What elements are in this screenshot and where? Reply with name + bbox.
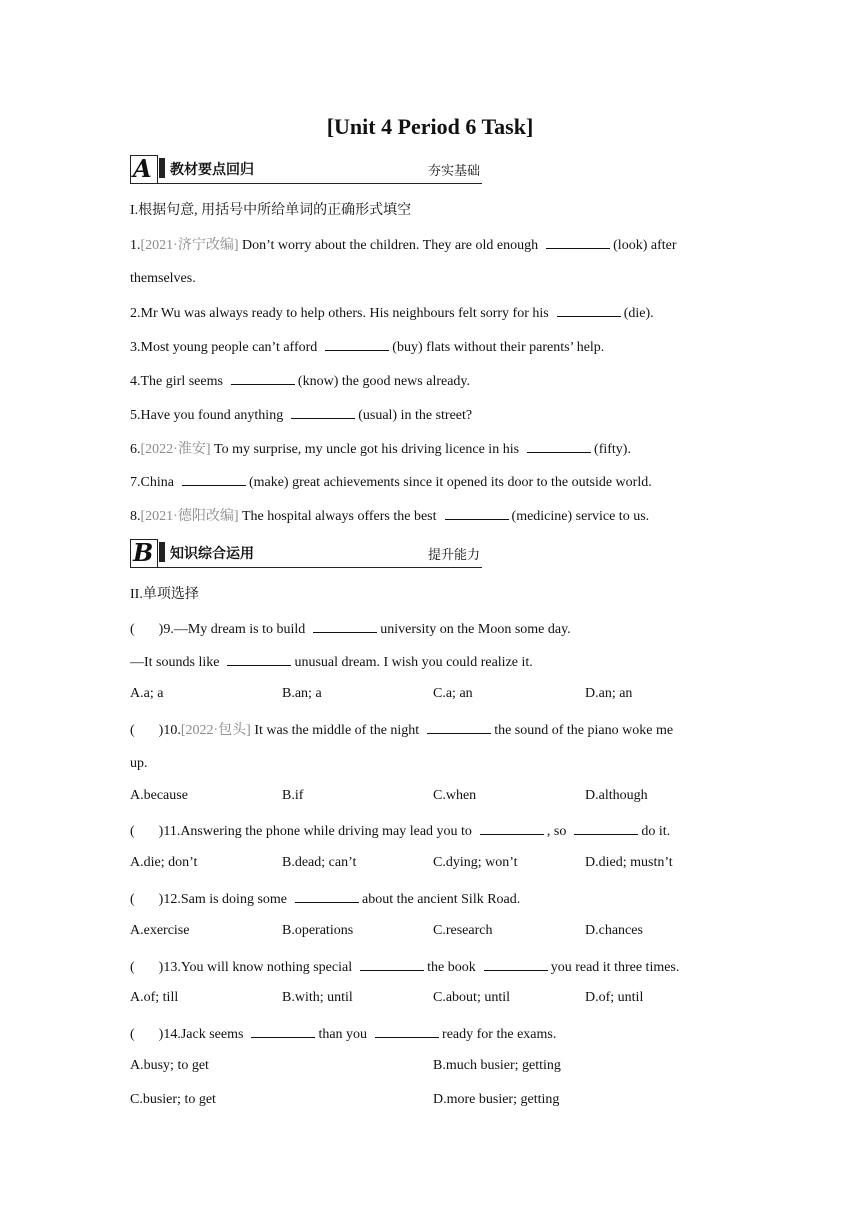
option-c[interactable]: C.a; an <box>433 686 473 701</box>
option-d[interactable]: D.although <box>585 788 648 803</box>
banner-stripe <box>159 158 165 178</box>
option-c[interactable]: C.when <box>433 788 477 803</box>
option-b[interactable]: B.operations <box>282 923 354 938</box>
part2-instruction: II.单项选择 <box>130 587 199 602</box>
section-a-tag: 夯实基础 <box>427 164 480 179</box>
question-14-options-row1 <box>0 1058 860 1078</box>
question-13-options <box>0 990 860 1010</box>
source-tag: [2022·包头] <box>180 723 251 738</box>
page-title: [Unit 4 Period 6 Task] <box>326 114 534 139</box>
option-c[interactable]: C.about; until <box>433 990 510 1005</box>
source-tag: [2021·济宁改编] <box>140 238 239 253</box>
option-b[interactable]: B.much busier; getting <box>433 1058 561 1073</box>
section-a-badge <box>130 155 158 183</box>
section-a-name: 教材要点回归 <box>170 162 254 178</box>
answer-blank[interactable] <box>182 472 246 486</box>
question-13: ( )13.You will know nothing special the book you read it three times. <box>130 957 679 978</box>
answer-blank[interactable] <box>557 303 621 317</box>
option-d[interactable]: D.an; an <box>585 686 633 701</box>
answer-blank[interactable] <box>484 957 548 971</box>
question-11-options <box>0 855 860 875</box>
section-b-name: 知识综合运用 <box>170 546 254 562</box>
source-tag: [2021·德阳改编] <box>140 509 239 524</box>
question-9-line2: —It sounds like unusual dream. I wish you could realize it. <box>130 652 533 673</box>
answer-blank[interactable] <box>445 506 509 520</box>
question-7: 7.China (make) great achievements since it opened its door to the outside world. <box>130 472 652 493</box>
question-8: 8.[2021·德阳改编] The hospital always offers the best (medicine) service to us. <box>130 506 649 527</box>
part1-instruction: I.根据句意, 用括号中所给单词的正确形式填空 <box>130 203 412 218</box>
question-14: ( )14.Jack seems than you ready for the exams. <box>130 1024 556 1045</box>
question-3: 3.Most young people can’t afford (buy) flats without their parents’ help. <box>130 337 604 358</box>
option-c[interactable]: C.busier; to get <box>130 1092 216 1107</box>
question-12: ( )12.Sam is doing some about the ancient Silk Road. <box>130 889 520 910</box>
section-a-banner <box>130 155 482 184</box>
answer-blank[interactable] <box>360 957 424 971</box>
question-1-cont: themselves. <box>130 271 196 286</box>
option-d[interactable]: D.more busier; getting <box>433 1092 560 1107</box>
answer-blank[interactable] <box>313 619 377 633</box>
option-d[interactable]: D.died; mustn’t <box>585 855 673 870</box>
option-c[interactable]: C.dying; won’t <box>433 855 518 870</box>
question-1: 1.[2021·济宁改编] Don’t worry about the children. They are old enough (look) after <box>130 235 730 256</box>
question-2: 2.Mr Wu was always ready to help others. His neighbours felt sorry for his (die). <box>130 303 654 324</box>
question-14-options-row2 <box>0 1092 860 1112</box>
answer-blank[interactable] <box>527 439 591 453</box>
option-a[interactable]: A.exercise <box>130 923 190 938</box>
answer-blank[interactable] <box>480 821 544 835</box>
question-12-options <box>0 923 860 943</box>
answer-blank[interactable] <box>291 405 355 419</box>
section-b-badge <box>130 539 158 567</box>
answer-blank[interactable] <box>375 1024 439 1038</box>
option-a[interactable]: A.busy; to get <box>130 1058 209 1073</box>
banner-stripe <box>159 542 165 562</box>
question-4: 4.The girl seems (know) the good news already. <box>130 371 470 392</box>
question-5: 5.Have you found anything (usual) in the street? <box>130 405 472 426</box>
answer-blank[interactable] <box>231 371 295 385</box>
option-a[interactable]: A.because <box>130 788 188 803</box>
option-b[interactable]: B.with; until <box>282 990 353 1005</box>
answer-blank[interactable] <box>295 889 359 903</box>
question-6: 6.[2022·淮安] To my surprise, my uncle got his driving licence in his (fifty). <box>130 439 631 460</box>
section-b-letter: B <box>133 538 154 567</box>
source-tag: [2022·淮安] <box>140 442 211 457</box>
option-d[interactable]: D.of; until <box>585 990 644 1005</box>
option-a[interactable]: A.of; till <box>130 990 179 1005</box>
option-b[interactable]: B.if <box>282 788 304 803</box>
answer-blank[interactable] <box>574 821 638 835</box>
question-9-options <box>0 686 860 706</box>
section-a-letter: A <box>133 154 152 183</box>
option-a[interactable]: A.die; don’t <box>130 855 198 870</box>
option-b[interactable]: B.dead; can’t <box>282 855 357 870</box>
answer-blank[interactable] <box>251 1024 315 1038</box>
section-b-banner <box>130 539 482 568</box>
option-b[interactable]: B.an; a <box>282 686 322 701</box>
question-11: ( )11.Answering the phone while driving may lead you to , so do it. <box>130 821 670 842</box>
question-10: ( )10.[2022·包头] It was the middle of the night the sound of the piano woke me <box>130 720 730 741</box>
answer-blank[interactable] <box>325 337 389 351</box>
answer-blank[interactable] <box>427 720 491 734</box>
answer-blank[interactable] <box>227 652 291 666</box>
option-c[interactable]: C.research <box>433 923 493 938</box>
section-b-tag: 提升能力 <box>427 548 480 563</box>
answer-blank[interactable] <box>546 235 610 249</box>
question-9: ( )9.—My dream is to build university on the Moon some day. <box>130 619 571 640</box>
question-10-cont: up. <box>130 756 148 771</box>
option-a[interactable]: A.a; a <box>130 686 164 701</box>
question-10-options <box>0 788 860 808</box>
option-d[interactable]: D.chances <box>585 923 643 938</box>
